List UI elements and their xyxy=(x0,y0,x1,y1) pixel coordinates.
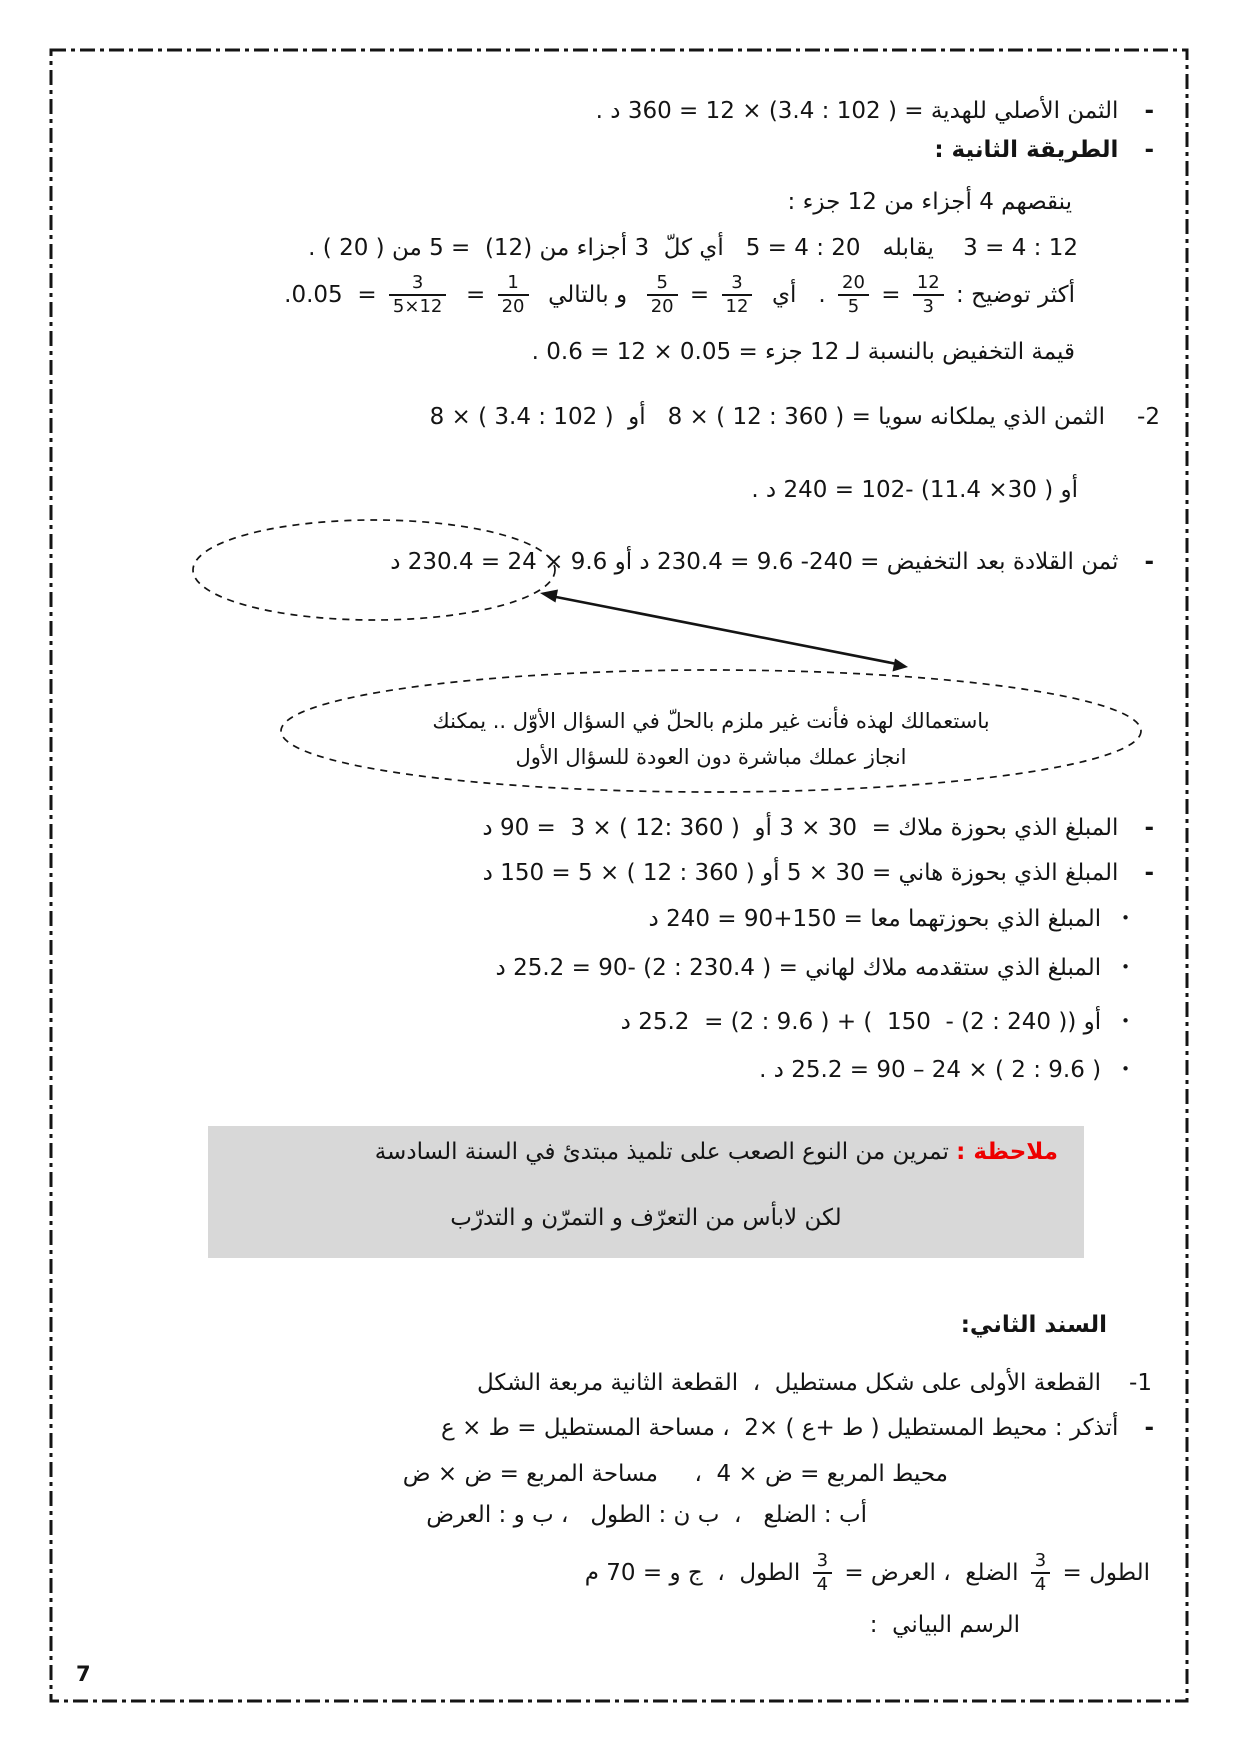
fraction: $\frac{3}{4}$ xyxy=(813,1550,832,1595)
line-text: المبلغ الذي ستقدمه ملاك لهاني = ( 230.4 : 2) -90 = 25.2 د xyxy=(495,955,1102,981)
line-labels xyxy=(426,1499,867,1531)
line-explain-fractions xyxy=(284,272,1075,317)
line-text: المبلغ الذي بحوزتهما معا = 150+90 = 240 د xyxy=(648,906,1102,932)
line-square-formulas xyxy=(403,1458,948,1490)
line-text: أو (( 240 : 2) - 150 ) + ( 9.6 : 2) = 25.2 د xyxy=(620,1009,1102,1035)
math-text: و بالتالي xyxy=(533,281,642,308)
dot-bullet: • xyxy=(1121,958,1130,976)
item-number: 2- xyxy=(1137,404,1160,430)
note-line1 xyxy=(375,1136,1058,1168)
line-text: المبلغ الذي بحوزة ملاك = 30 × 3 أو ( 360 :12 ) × 3 = 90 د xyxy=(482,815,1119,841)
math-text: الطول ، ج و = 70 م xyxy=(584,1559,808,1586)
line-q2-alt xyxy=(751,474,1078,506)
dot-bullet: • xyxy=(1121,1060,1130,1078)
fraction: $\frac{5}{20}$ xyxy=(647,272,678,317)
line-text: السند الثاني: xyxy=(960,1312,1107,1338)
line-text: ( 9.6 : 2 ) × 24 – 90 = 25.2 د . xyxy=(759,1057,1102,1083)
math-text: أكثر توضيح : xyxy=(948,281,1075,308)
line-alt-calc2 xyxy=(759,1053,1130,1086)
note-label: ملاحظة : xyxy=(956,1139,1058,1165)
fraction: $\frac{3}{12}$ xyxy=(722,272,753,317)
line-malak-gives xyxy=(496,951,1130,984)
line-decrease-intro xyxy=(788,186,1072,218)
page-number: 7 xyxy=(76,1662,91,1686)
line-original-price xyxy=(596,95,1154,127)
line-text: القطعة الأولى على شكل مستطيل ، القطعة الثانية مربعة الشكل xyxy=(476,1370,1102,1396)
line-text: ينقصهم 4 أجزاء من 12 جزء : xyxy=(787,189,1072,215)
line-discount-value xyxy=(532,336,1075,368)
dash-bullet: - xyxy=(1144,137,1154,163)
line-text: أو ( 30× 11.4) -102 = 240 د . xyxy=(751,477,1078,503)
dash-bullet: - xyxy=(1144,1415,1154,1441)
line-text: الرسم البياني : xyxy=(869,1612,1020,1638)
line-remember xyxy=(441,1412,1154,1444)
math-text: = xyxy=(451,281,493,308)
line-hani-amount xyxy=(483,857,1154,889)
line-ratio xyxy=(308,232,1078,264)
connector-arrow xyxy=(540,590,908,672)
line-necklace-price xyxy=(390,546,1154,578)
math-text: = xyxy=(873,281,908,308)
math-text: = 0.05. xyxy=(284,281,384,308)
line-text: أتذكر : محيط المستطيل ( ط +ع ) ×2 ، مساحة المستطيل = ط × ع xyxy=(441,1415,1119,1441)
line-graph-label xyxy=(870,1609,1020,1641)
line-method2-title xyxy=(934,134,1154,166)
line-dimensions-fractions xyxy=(585,1550,1150,1595)
math-text: الطول = xyxy=(1055,1559,1150,1586)
note-text: تمرين من النوع الصعب على تلميذ مبتدئ في السنة السادسة xyxy=(374,1139,957,1165)
item-number: 1- xyxy=(1129,1370,1152,1396)
section2-title xyxy=(961,1309,1107,1341)
line-text: ثمن القلادة بعد التخفيض = 240- 9.6 = 230.4 د أو 9.6 × 24 = 230.4 د xyxy=(390,549,1119,575)
line-malak-amount xyxy=(482,812,1154,844)
dash-bullet: - xyxy=(1144,549,1154,575)
fraction: $\frac{20}{5}$ xyxy=(838,272,869,317)
math-text: = xyxy=(682,281,717,308)
line-text: محيط المربع = ض × 4 ، مساحة المربع = ض × ض xyxy=(402,1461,948,1487)
fraction: $\frac{3}{5\times 12}$ xyxy=(389,272,446,317)
fraction: $\frac{12}{3}$ xyxy=(913,272,944,317)
line-text: أب : الضلع ، ب ن : الطول ، ب و : العرض xyxy=(426,1502,867,1528)
fraction: $\frac{3}{4}$ xyxy=(1031,1550,1050,1595)
line-text: الطريقة الثانية : xyxy=(934,137,1119,163)
math-text: الضلع ، العرض = xyxy=(837,1559,1026,1586)
line-text: قيمة التخفيض بالنسبة لـ 12 جزء = 0.05 × 12 = 0.6 . xyxy=(531,339,1075,365)
hint-text-line2: انجاز عملك مباشرة دون العودة للسؤال الأول xyxy=(515,745,907,769)
line-q2 xyxy=(430,401,1160,433)
line-text: المبلغ الذي بحوزة هاني = 30 × 5 أو ( 360 : 12 ) × 5 = 150 د xyxy=(482,860,1119,886)
note-line2: لكن لابأس من التعرّف و التمرّن و التدرّب xyxy=(450,1205,842,1231)
line-text: الثمن الأصلي للهدية = ( 102 : 3.4) × 12 = 360 د . xyxy=(595,98,1119,124)
line-text: 12 : 4 = 3 يقابله 20 : 4 = 5 أي كلّ 3 أجزاء من (12) = 5 من ( 20 ) . xyxy=(308,235,1078,261)
dot-bullet: • xyxy=(1121,909,1130,927)
dash-bullet: - xyxy=(1144,98,1154,124)
dot-bullet: • xyxy=(1121,1012,1130,1030)
note-box xyxy=(208,1126,1084,1258)
line-alt-calc xyxy=(621,1005,1130,1038)
fraction: $\frac{1}{20}$ xyxy=(498,272,529,317)
line-total-amount xyxy=(649,902,1130,935)
line-piece-item xyxy=(477,1367,1152,1399)
dash-bullet: - xyxy=(1144,860,1154,886)
line-text: الثمن الذي يملكانه سويا = ( 360 : 12 ) × 8 أو ( 102 : 3.4 ) × 8 xyxy=(429,404,1106,430)
math-text: . أي xyxy=(757,281,834,308)
dash-bullet: - xyxy=(1144,815,1154,841)
hint-text-line1: باستعمالك لهذه فأنت غير ملزم بالحلّ في السؤال الأوّل .. يمكنك xyxy=(432,709,990,733)
